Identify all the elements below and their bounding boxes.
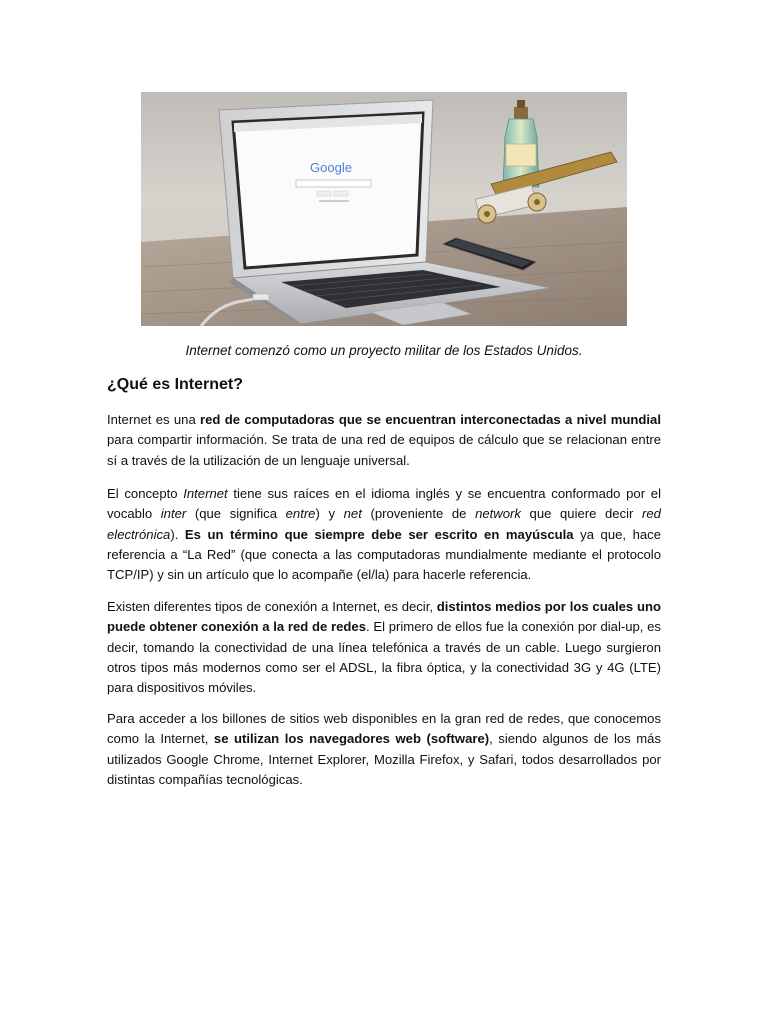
laptop-screen [233,113,423,268]
paragraph-etymology: El concepto Internet tiene sus raíces en el idioma inglés y se encuentra conformado por el vocablo inter (que significa entre) y net (proveniente de network que quiere decir red electrónica). Es un término que siempre debe ser escrito en mayúscula ya que, hace referencia a “La Red” (que conecta a las computadoras mundialmente mediante el protocolo TCP/IP) y sin un artículo que lo acompañe (el/la) para hacerle referencia. [107,486,661,583]
figure-caption: Internet comenzó como un proyecto militar de los Estados Unidos. [185,343,583,358]
section-heading: ¿Qué es Internet? [107,376,244,393]
paragraph-browsers: Para acceder a los billones de sitios web disponibles en la gran red de redes, que conocemos como la Internet, se utilizan los navegadores web (software), siendo algunos de los más utilizados Google Chrome, Internet Explorer, Mozilla Firefox, y Safari, todos desarrollados por distintas compañías tecnológicas. [107,711,661,787]
laptop-photo [141,92,627,326]
google-logo: Google [310,160,352,175]
paragraph-connection-types: Existen diferentes tipos de conexión a Internet, es decir, distintos medios por los cuales uno puede obtener conexión a la red de redes. El primero de ellos fue la conexión por dial-up, es decir, tomando la conectividad de una línea telefónica a través de un cable. Luego surgieron otros tipos más modernos como ser el ADSL, la fibra óptica, y la conectividad 3G y 4G (LTE) para dispositivos móviles. [107,599,661,696]
paragraph-definition: Internet es una red de computadoras que se encuentran interconectadas a nivel mundial para compartir información. Se trata de una red de equipos de cálculo que se relacionan entre sí a través de la utilización de un lenguaje universal. [107,412,661,468]
